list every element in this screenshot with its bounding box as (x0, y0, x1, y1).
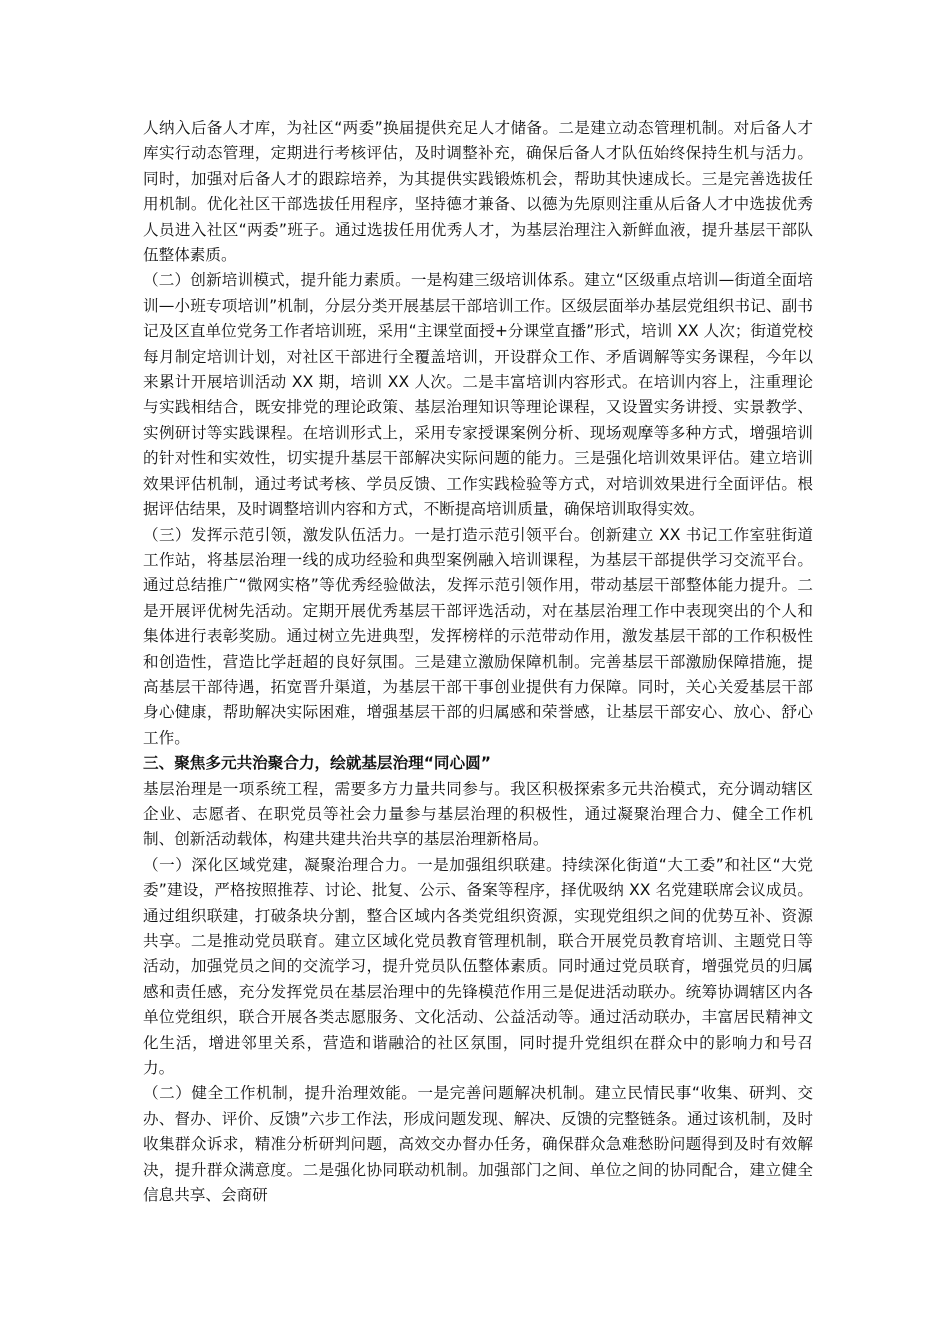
section-heading: 三、聚焦多元共治聚合力，绘就基层治理“同心圆” (143, 754, 491, 773)
paragraph-5: 基层治理是一项系统工程，需要多方力量共同参与。我区积极探索多元共治模式，充分调动辖区企业、志愿者、在职党员等社会力量参与基层治理的积极性，通过凝聚治理合力、健全工作机制、创新活动载体，构建共建共治共享的基层治理新格局。 (143, 779, 813, 849)
paragraph-3: （三）发挥示范引领，激发队伍活力。一是打造示范引领平台。创新建立 XX 书记工作室驻街道工作站，将基层治理一线的成功经验和典型案例融入培训课程，为基层干部提供学习交流平台。通过总结推广“微网实格”等优秀经验做法，发挥示范引领作用，带动基层干部整体能力提升。二是开展评优树先活动。定期开展优秀基层干部评选活动，对在基层治理工作中表现突出的个人和集体进行表彰奖励。通过树立先进典型，发挥榜样的示范带动作用，激发基层干部的工作积极性和创造性，营造比学赶超的良好氛围。三是建立激励保障机制。完善基层干部激励保障措施，提高基层干部待遇，拓宽晋升渠道，为基层干部干事创业提供有力保障。同时，关心关爱基层干部身心健康，帮助解决实际困难，增强基层干部的归属感和荣誉感，让基层干部安心、放心、舒心工作。 (143, 525, 813, 747)
paragraph-1: 人纳入后备人才库，为社区“两委”换届提供充足人才储备。二是建立动态管理机制。对后备人才库实行动态管理，定期进行考核评估，及时调整补充，确保后备人才队伍始终保持生机与活力。同时，加强对后备人才的跟踪培养，为其提供实践锻炼机会，帮助其快速成长。三是完善选拔任用机制。优化社区干部选拔任用程序，坚持德才兼备、以德为先原则注重从后备人才中选拔优秀人员进入社区“两委”班子。通过选拔任用优秀人才，为基层治理注入新鲜血液，提升基层干部队伍整体素质。 (143, 119, 813, 265)
paragraph-6: （一）深化区域党建，凝聚治理合力。一是加强组织联建。持续深化街道“大工委”和社区“大党委”建设，严格按照推荐、讨论、批复、公示、备案等程序，择优吸纳 XX 名党建联席会议成员。通过组织联建，打破条块分割，整合区域内各类党组织资源，实现党组织之间的优势互补、资源共享。二是推动党员联育。建立区域化党员教育管理机制，联合开展党员教育培训、主题党日等活动，加强党员之间的交流学习，提升党员队伍整体素质。同时通过党员联育，增强党员的归属感和责任感，充分发挥党员在基层治理中的先锋模范作用三是促进活动联办。统筹协调辖区内各单位党组织，联合开展各类志愿服务、文化活动、公益活动等。通过活动联办，丰富居民精神文化生活，增进邻里关系，营造和谐融洽的社区氛围，同时提升党组织在群众中的影响力和号召力。 (143, 855, 813, 1078)
document-page (143, 116, 813, 1208)
paragraph-7: （二）健全工作机制，提升治理效能。一是完善问题解决机制。建立民情民事“收集、研判、交办、督办、评价、反馈”六步工作法，形成问题发现、解决、反馈的完整链条。通过该机制，及时收集群众诉求，精准分析研判问题，高效交办督办任务，确保群众急难愁盼问题得到及时有效解决，提升群众满意度。二是强化协同联动机制。加强部门之间、单位之间的协同配合，建立健全信息共享、会商研 (143, 1084, 813, 1205)
paragraph-2: （二）创新培训模式，提升能力素质。一是构建三级培训体系。建立“区级重点培训—街道全面培训—小班专项培训”机制，分层分类开展基层干部培训工作。区级层面举办基层党组织书记、副书记及区直单位党务工作者培训班，采用“主课堂面授+分课堂直播”形式，培训 XX 人次；街道党校每月制定培训计划，对社区干部进行全覆盖培训，开设群众工作、矛盾调解等实务课程，今年以来累计开展培训活动 XX 期，培训 XX 人次。二是丰富培训内容形式。在培训内容上，注重理论与实践相结合，既安排党的理论政策、基层治理知识等理论课程，又设置实务讲授、实景教学、实例研讨等实践课程。在培训形式上，采用专家授课案例分析、现场观摩等多种方式，增强培训的针对性和实效性，切实提升基层干部解决实际问题的能力。三是强化培训效果评估。建立培训效果评估机制，通过考试考核、学员反馈、工作实践检验等方式，对培训效果进行全面评估。根据评估结果，及时调整培训内容和方式，不断提高培训质量，确保培训取得实效。 (143, 271, 813, 519)
